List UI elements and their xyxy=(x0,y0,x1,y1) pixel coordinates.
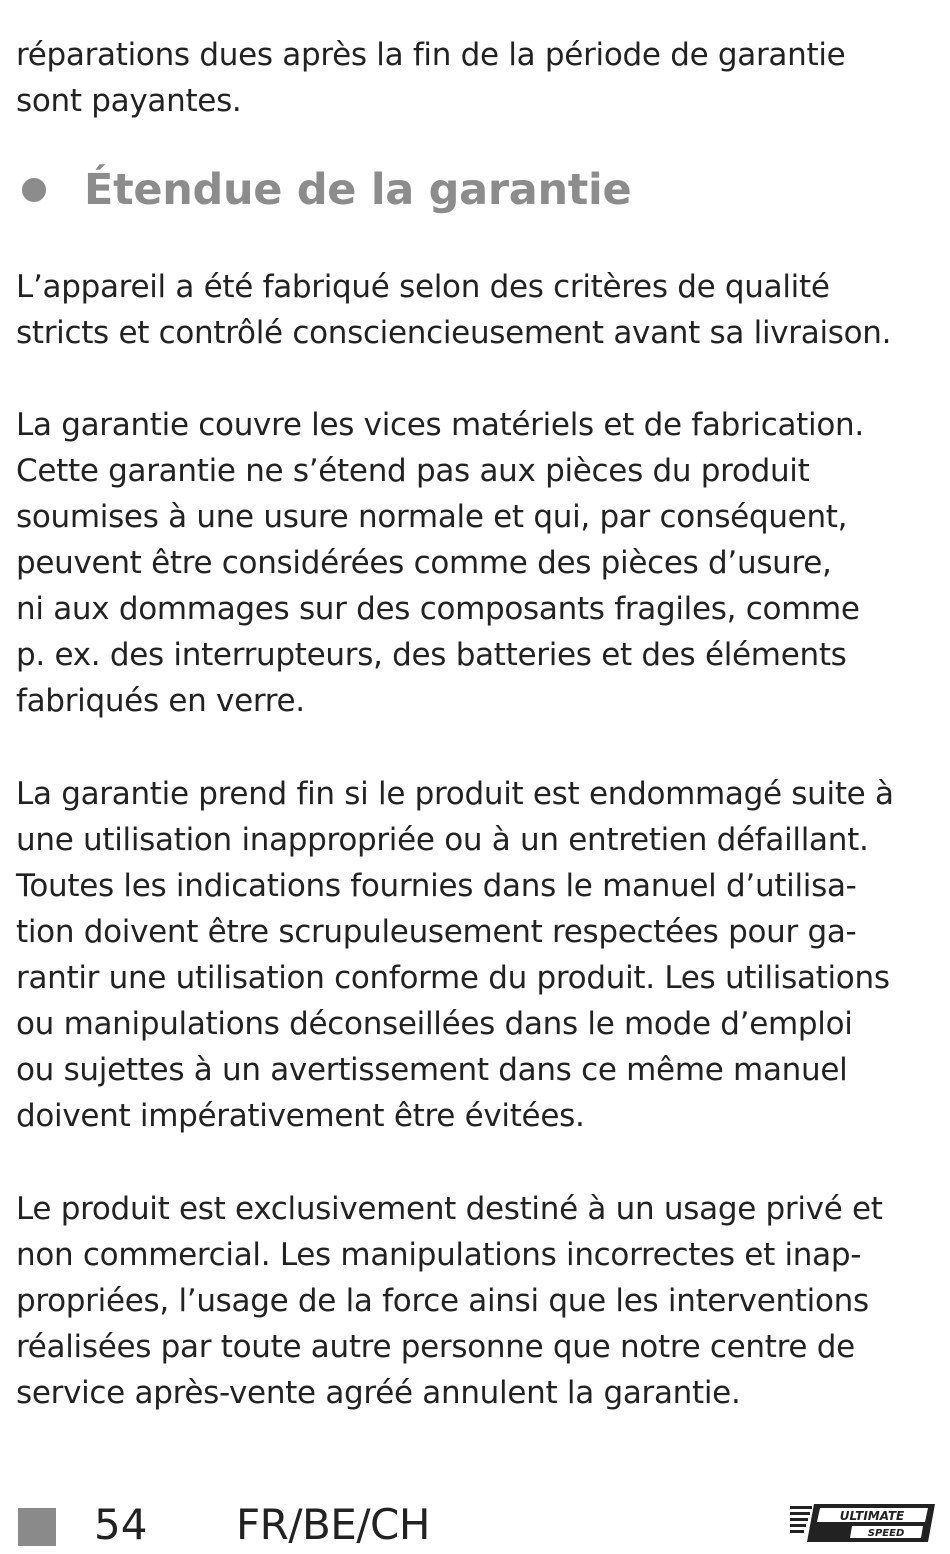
paragraph-line: ou sujettes à un avertissement dans ce même manuel xyxy=(16,1052,848,1088)
paragraph-line: ou manipulations déconseillées dans le mode d’emploi xyxy=(16,1006,853,1042)
ultimate-speed-logo-icon xyxy=(790,1500,935,1546)
paragraph-line: p. ex. des interrupteurs, des batteries et des éléments xyxy=(16,637,847,673)
paragraph-line: La garantie prend fin si le produit est endommagé suite à xyxy=(16,776,894,812)
paragraph-line: La garantie couvre les vices matériels et de fabrication. xyxy=(16,407,864,443)
svg-text:SPEED: SPEED xyxy=(867,1528,905,1539)
page-footer xyxy=(0,1496,950,1554)
paragraph-line: L’appareil a été fabriqué selon des critères de qualité xyxy=(16,269,830,305)
paragraph-line: stricts et contrôlé consciencieusement avant sa livraison. xyxy=(16,315,892,351)
paragraph-line: Le produit est exclusivement destiné à un usage privé et xyxy=(16,1191,883,1227)
section-title: Étendue de la garantie xyxy=(84,165,632,215)
paragraph-line: peuvent être considérées comme des pièces d’usure, xyxy=(16,545,832,581)
paragraph-line: réalisées par toute autre personne que notre centre de xyxy=(16,1329,855,1365)
paragraph-line: rantir une utilisation conforme du produit. Les utilisations xyxy=(16,960,890,996)
page-number: 54 xyxy=(94,1500,148,1549)
svg-text:ULTIMATE: ULTIMATE xyxy=(839,1509,905,1523)
paragraph-line: doivent impérativement être évitées. xyxy=(16,1098,585,1134)
section-heading xyxy=(16,160,631,220)
paragraph-line: une utilisation inappropriée ou à un entretien défaillant. xyxy=(16,822,869,858)
paragraph-line: tion doivent être scrupuleusement respectées pour ga- xyxy=(16,914,857,950)
paragraph-line: Toutes les indications fournies dans le manuel d’utilisa- xyxy=(16,868,857,904)
footer-square-icon xyxy=(18,1508,56,1546)
intro-line: réparations dues après la fin de la période de garantie xyxy=(16,37,846,73)
country-codes: FR/BE/CH xyxy=(236,1500,430,1549)
paragraph-line: non commercial. Les manipulations incorrectes et inap- xyxy=(16,1237,862,1273)
bullet-icon xyxy=(22,178,46,202)
paragraph-line: ni aux dommages sur des composants fragiles, comme xyxy=(16,591,860,627)
paragraph-line: fabriqués en verre. xyxy=(16,683,305,719)
paragraph-line: Cette garantie ne s’étend pas aux pièces du produit xyxy=(16,453,810,489)
intro-line: sont payantes. xyxy=(16,83,242,119)
paragraph-line: service après-vente agréé annulent la garantie. xyxy=(16,1375,741,1411)
paragraph-line: propriées, l’usage de la force ainsi que les interventions xyxy=(16,1283,869,1319)
paragraph-line: soumises à une usure normale et qui, par conséquent, xyxy=(16,499,848,535)
